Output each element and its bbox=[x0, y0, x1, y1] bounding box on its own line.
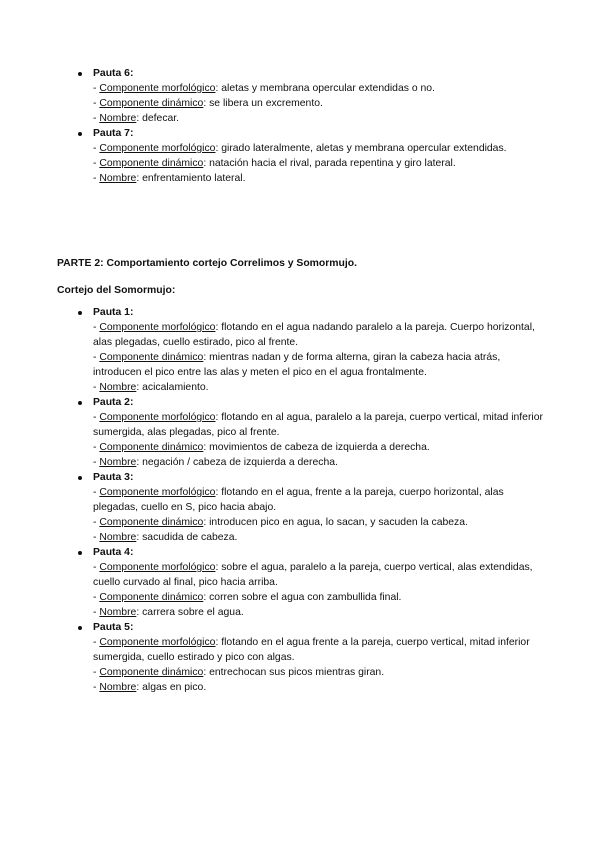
dynamic-label: Componente dinámico bbox=[99, 442, 204, 453]
name-line: - Nombre: algas en pico. bbox=[93, 682, 207, 693]
name-text: : enfrentamiento lateral. bbox=[136, 173, 246, 184]
list-item bbox=[78, 395, 548, 470]
dynamic-line: - Componente dinámico: se libera un excremento. bbox=[93, 98, 323, 109]
dynamic-text: : se libera un excremento. bbox=[203, 98, 323, 109]
pauta-title: Pauta 6: bbox=[93, 68, 134, 79]
list-item bbox=[78, 126, 548, 186]
list-item bbox=[78, 620, 548, 695]
name-label: Nombre bbox=[99, 532, 137, 543]
dynamic-label: Componente dinámico bbox=[99, 592, 204, 603]
bullet-icon bbox=[78, 551, 82, 555]
dynamic-label: Componente dinámico bbox=[99, 352, 204, 363]
pauta-title: Pauta 5: bbox=[93, 622, 134, 633]
morphological-line: - Componente morfológico: girado lateralmente, aletas y membrana opercular extendidas. bbox=[93, 143, 507, 154]
dynamic-label: Componente dinámico bbox=[99, 98, 204, 109]
dynamic-text: : mientras nadan y de forma alterna, giran la cabeza hacia atrás, introducen el pico entre las alas y meten el pico en el agua frontalmente. bbox=[93, 352, 501, 378]
morphological-label: Componente morfológico bbox=[99, 637, 216, 648]
bullet-icon bbox=[78, 132, 82, 136]
dynamic-label: Componente dinámico bbox=[99, 667, 204, 678]
bottom-pauta-list bbox=[78, 305, 548, 695]
morphological-line: - Componente morfológico: flotando en el agua nadando paralelo a la pareja. Cuerpo horizontal, alas plegadas, cuello estirado, pico al frente. bbox=[93, 322, 535, 348]
list-item bbox=[78, 66, 548, 126]
name-line: - Nombre: acicalamiento. bbox=[93, 382, 209, 393]
morphological-line: - Componente morfológico: aletas y membrana opercular extendidas o no. bbox=[93, 83, 435, 94]
list-item bbox=[78, 305, 548, 395]
dynamic-text: : introducen pico en agua, lo sacan, y sacuden la cabeza. bbox=[203, 517, 468, 528]
name-text: : carrera sobre el agua. bbox=[136, 607, 244, 618]
pauta-title: Pauta 1: bbox=[93, 307, 134, 318]
morphological-text: : girado lateralmente, aletas y membrana opercular extendidas. bbox=[215, 143, 507, 154]
name-line: - Nombre: sacudida de cabeza. bbox=[93, 532, 238, 543]
dynamic-label: Componente dinámico bbox=[99, 517, 204, 528]
bullet-icon bbox=[78, 476, 82, 480]
dynamic-line: - Componente dinámico: movimientos de cabeza de izquierda a derecha. bbox=[93, 442, 430, 453]
top-pauta-list bbox=[78, 66, 548, 186]
name-label: Nombre bbox=[99, 682, 137, 693]
name-line: - Nombre: defecar. bbox=[93, 113, 180, 124]
part-heading: PARTE 2: Comportamiento cortejo Correlimos y Somormujo. bbox=[57, 258, 358, 269]
morphological-text: : flotando en el agua frente a la pareja, cuerpo vertical, mitad inferior sumergida, cuello estirado y pico con algas. bbox=[93, 637, 530, 663]
dynamic-text: : entrechocan sus picos mientras giran. bbox=[203, 667, 385, 678]
dynamic-text: : movimientos de cabeza de izquierda a derecha. bbox=[203, 442, 430, 453]
morphological-label: Componente morfológico bbox=[99, 322, 216, 333]
name-line: - Nombre: negación / cabeza de izquierda a derecha. bbox=[93, 457, 338, 468]
pauta-title: Pauta 2: bbox=[93, 397, 134, 408]
bullet-icon bbox=[78, 401, 82, 405]
dynamic-line: - Componente dinámico: corren sobre el agua con zambullida final. bbox=[93, 592, 402, 603]
morphological-text: : sobre el agua, paralelo a la pareja, cuerpo vertical, alas extendidas, cuello curvado al final, pico hacia arriba. bbox=[93, 562, 533, 588]
name-label: Nombre bbox=[99, 607, 137, 618]
morphological-label: Componente morfológico bbox=[99, 562, 216, 573]
list-item bbox=[78, 470, 548, 545]
name-line: - Nombre: enfrentamiento lateral. bbox=[93, 173, 246, 184]
bullet-icon bbox=[78, 311, 82, 315]
morphological-text: : flotando en el agua nadando paralelo a la pareja. Cuerpo horizontal, alas plegadas, cuello estirado, pico al frente. bbox=[93, 322, 535, 348]
name-line: - Nombre: carrera sobre el agua. bbox=[93, 607, 244, 618]
pauta-title: Pauta 4: bbox=[93, 547, 134, 558]
morphological-label: Componente morfológico bbox=[99, 143, 216, 154]
dynamic-line: - Componente dinámico: natación hacia el rival, parada repentina y giro lateral. bbox=[93, 158, 456, 169]
morphological-line: - Componente morfológico: flotando en el agua frente a la pareja, cuerpo vertical, mitad inferior sumergida, cuello estirado y pico con algas. bbox=[93, 637, 530, 663]
name-label: Nombre bbox=[99, 457, 137, 468]
dynamic-text: : natación hacia el rival, parada repentina y giro lateral. bbox=[203, 158, 456, 169]
morphological-label: Componente morfológico bbox=[99, 487, 216, 498]
name-text: : sacudida de cabeza. bbox=[136, 532, 238, 543]
name-text: : negación / cabeza de izquierda a derecha. bbox=[136, 457, 338, 468]
section-heading: Cortejo del Somormujo: bbox=[57, 285, 176, 296]
name-text: : algas en pico. bbox=[136, 682, 207, 693]
pauta-title: Pauta 7: bbox=[93, 128, 134, 139]
dynamic-line: - Componente dinámico: introducen pico en agua, lo sacan, y sacuden la cabeza. bbox=[93, 517, 468, 528]
name-text: : defecar. bbox=[136, 113, 180, 124]
dynamic-text: : corren sobre el agua con zambullida final. bbox=[203, 592, 402, 603]
name-text: : acicalamiento. bbox=[136, 382, 209, 393]
morphological-text: : flotando en el agua, frente a la pareja, cuerpo horizontal, alas plegadas, cuello en S, pico hacia abajo. bbox=[93, 487, 504, 513]
morphological-line: - Componente morfológico: flotando en el agua, frente a la pareja, cuerpo horizontal, alas plegadas, cuello en S, pico hacia abajo. bbox=[93, 487, 504, 513]
morphological-text: : flotando en al agua, paralelo a la pareja, cuerpo vertical, mitad inferior sumergida, alas plegadas, pico al frente. bbox=[93, 412, 543, 438]
dynamic-line: - Componente dinámico: mientras nadan y de forma alterna, giran la cabeza hacia atrás, introducen el pico entre las alas y meten el pico en el agua frontalmente. bbox=[93, 352, 501, 378]
bullet-icon bbox=[78, 72, 82, 76]
dynamic-line: - Componente dinámico: entrechocan sus picos mientras giran. bbox=[93, 667, 385, 678]
bullet-icon bbox=[78, 626, 82, 630]
pauta-title: Pauta 3: bbox=[93, 472, 134, 483]
name-label: Nombre bbox=[99, 173, 137, 184]
name-label: Nombre bbox=[99, 113, 137, 124]
morphological-text: : aletas y membrana opercular extendidas o no. bbox=[215, 83, 435, 94]
name-label: Nombre bbox=[99, 382, 137, 393]
dynamic-label: Componente dinámico bbox=[99, 158, 204, 169]
morphological-line: - Componente morfológico: sobre el agua, paralelo a la pareja, cuerpo vertical, alas extendidas, cuello curvado al final, pico hacia arriba. bbox=[93, 562, 533, 588]
morphological-label: Componente morfológico bbox=[99, 412, 216, 423]
list-item bbox=[78, 545, 548, 620]
morphological-line: - Componente morfológico: flotando en al agua, paralelo a la pareja, cuerpo vertical, mitad inferior sumergida, alas plegadas, pico al frente. bbox=[93, 412, 543, 438]
morphological-label: Componente morfológico bbox=[99, 83, 216, 94]
